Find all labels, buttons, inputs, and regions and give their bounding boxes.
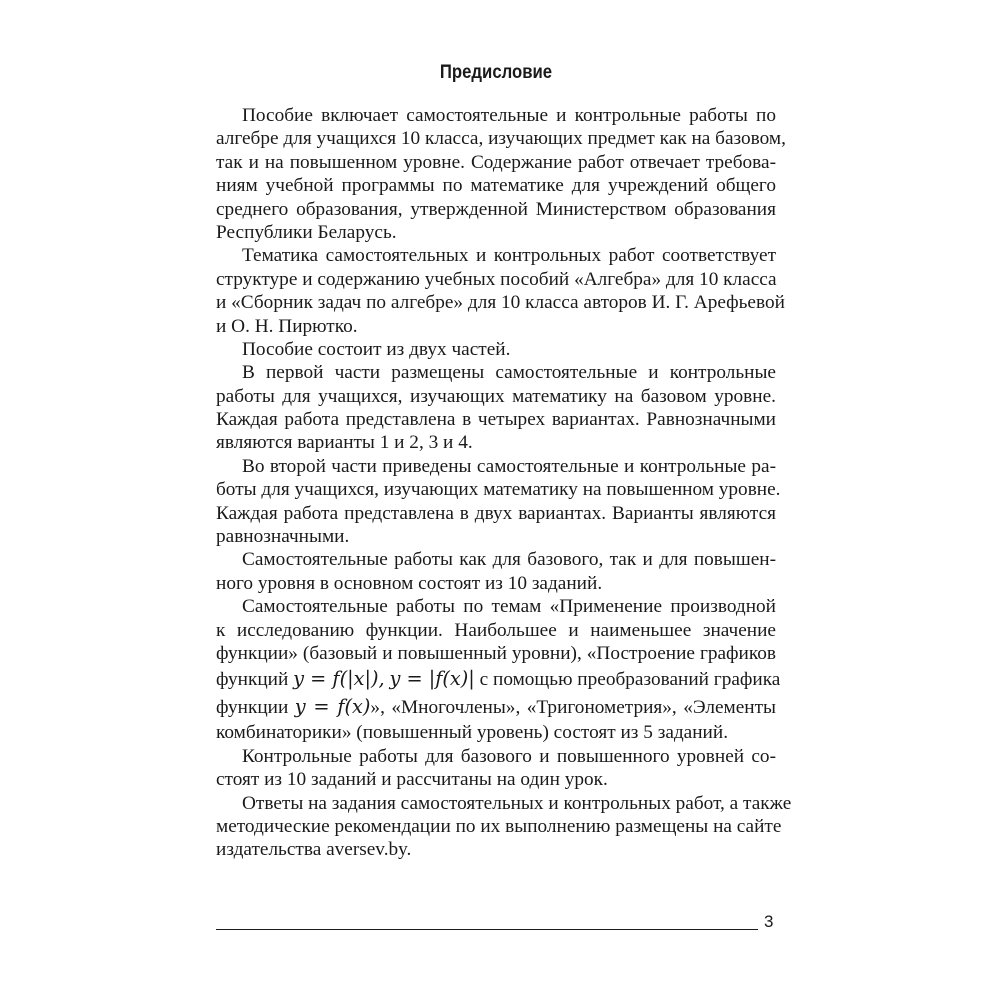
text-line: равнозначными. [216,526,350,548]
text-line: алгебре для учащихся 10 класса, изучающих предмет как на базовом, [216,128,786,150]
text-line: стоят из 10 заданий и рассчитаны на один урок. [216,769,608,791]
formula-line-1-pre: функций [216,669,289,691]
text-block-1 [216,104,786,665]
text-line: Контрольные работы для базового и повышенного уровней со- [242,745,776,767]
formula-line-2-post: », «Многочлены», «Тригонометрия», «Элементы [370,697,776,719]
page-title: Предисловие [439,62,553,83]
text-line: так и на повышенном уровне. Содержание работ отвечает требова- [216,151,776,173]
text-line: к исследованию функции. Наибольшее и наименьшее значение [216,619,776,641]
formula-y-abs-f-x: y = |f(x)| [389,667,475,691]
text-line: функции» (базовый и повышенный уровни), «Построение графиков [216,642,776,664]
text-line: Пособие включает самостоятельные и контрольные работы по [242,105,776,126]
footer-rule [216,929,758,930]
text-line: комбинаторики» (повышенный уровень) состоят из 5 заданий. [216,722,729,744]
text-line: боты для учащихся, изучающих математику на повышенном уровне. [216,479,781,501]
text-line: Ответы на задания самостоятельных и контрольных работ, а также [242,792,792,814]
text-line: Во второй части приведены самостоятельные и контрольные ра- [242,455,776,477]
text-line: ного уровня в основном состоят из 10 заданий. [216,572,603,594]
formula-line-1 [216,665,781,693]
formula-y-f-x: y = f(x) [294,695,371,719]
text-line: издательства aversev.by. [216,839,412,861]
formula-line-2 [216,693,776,721]
text-line: методические рекомендации по их выполнению размещены на сайте [216,815,782,837]
text-line: Самостоятельные работы по темам «Применение производной [242,596,776,618]
formula-line-1-post: с помощью преобразований графика [479,669,781,691]
text-line: Каждая работа представлена в четырех вариантах. Равнозначными [216,409,776,431]
text-block-2 [216,721,792,861]
formula-y-f-abs-x: y = f(|x|), [293,667,385,691]
text-line: ниям учебной программы по математике для учреждений общего [216,175,776,197]
page-number: 3 [764,912,774,931]
text-line: и О. Н. Пирютко. [216,315,358,337]
text-line: работы для учащихся, изучающих математику на базовом уровне. [216,385,776,407]
formula-line-2-pre: функции [216,697,289,719]
text-line: Тематика самостоятельных и контрольных работ соответствует [242,245,776,267]
preface-text [216,104,792,862]
text-line: Республики Беларусь. [216,221,397,243]
text-line: Самостоятельные работы как для базового, так и для повышен- [242,549,776,571]
text-line: В первой части размещены самостоятельные и контрольные [242,362,776,384]
text-line: структуре и содержанию учебных пособий «Алгебра» для 10 класса [216,268,777,290]
text-line: Каждая работа представлена в двух вариантах. Варианты являются [216,502,776,524]
text-line: и «Сборник задач по алгебре» для 10 класса авторов И. Г. Арефьевой [216,292,785,314]
text-line: среднего образования, утвержденной Министерством образования [216,198,776,220]
text-line: Пособие состоит из двух частей. [242,338,511,360]
text-line: являются варианты 1 и 2, 3 и 4. [216,432,473,454]
